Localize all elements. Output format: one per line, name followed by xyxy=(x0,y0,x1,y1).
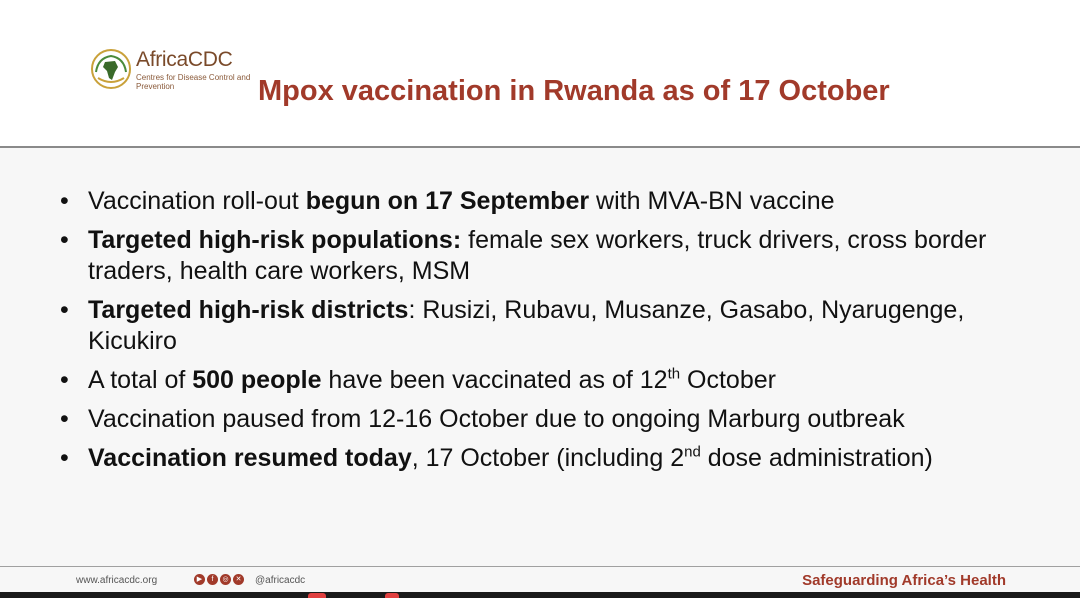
bullet-item: • A total of 500 people have been vaccinated as of 12th October xyxy=(58,365,1048,396)
bullet-item: • Vaccination roll-out begun on 17 September with MVA-BN vaccine xyxy=(58,186,1048,217)
bullet-item: • Targeted high-risk districts: Rusizi, Rubavu, Musanze, Gasabo, Nyarugenge, Kicukiro xyxy=(58,295,1048,357)
footer-tagline: Safeguarding Africa’s Health xyxy=(802,572,1006,589)
social-icons xyxy=(194,574,244,585)
video-bottom-bar xyxy=(0,592,1080,598)
bullet-item: • Targeted high-risk populations: female sex workers, truck drivers, cross border traders, health care workers, MSM xyxy=(58,225,1048,287)
logo-subtitle: Centres for Disease Control and Prevention xyxy=(136,73,251,91)
bullet-list xyxy=(58,186,1048,482)
facebook-icon: f xyxy=(207,574,218,585)
recording-indicator xyxy=(385,593,399,598)
logo-name: AfricaCDC xyxy=(136,48,233,71)
bullet-item: • Vaccination resumed today, 17 October (including 2nd dose administration) xyxy=(58,443,1048,474)
youtube-icon: ▶ xyxy=(194,574,205,585)
instagram-icon: ◎ xyxy=(220,574,231,585)
slide-title: Mpox vaccination in Rwanda as of 17 October xyxy=(258,75,890,107)
footer-handle: @africacdc xyxy=(255,575,306,586)
bullet-item: • Vaccination paused from 12-16 October due to ongoing Marburg outbreak xyxy=(58,404,1048,435)
recording-indicator xyxy=(308,593,326,598)
africacdc-logo xyxy=(90,46,260,96)
footer-divider xyxy=(0,566,1080,567)
africa-emblem-icon xyxy=(90,48,132,90)
header-divider xyxy=(0,146,1080,148)
x-icon: ✕ xyxy=(233,574,244,585)
slide-header xyxy=(0,0,1080,146)
footer-url: www.africacdc.org xyxy=(76,575,158,586)
